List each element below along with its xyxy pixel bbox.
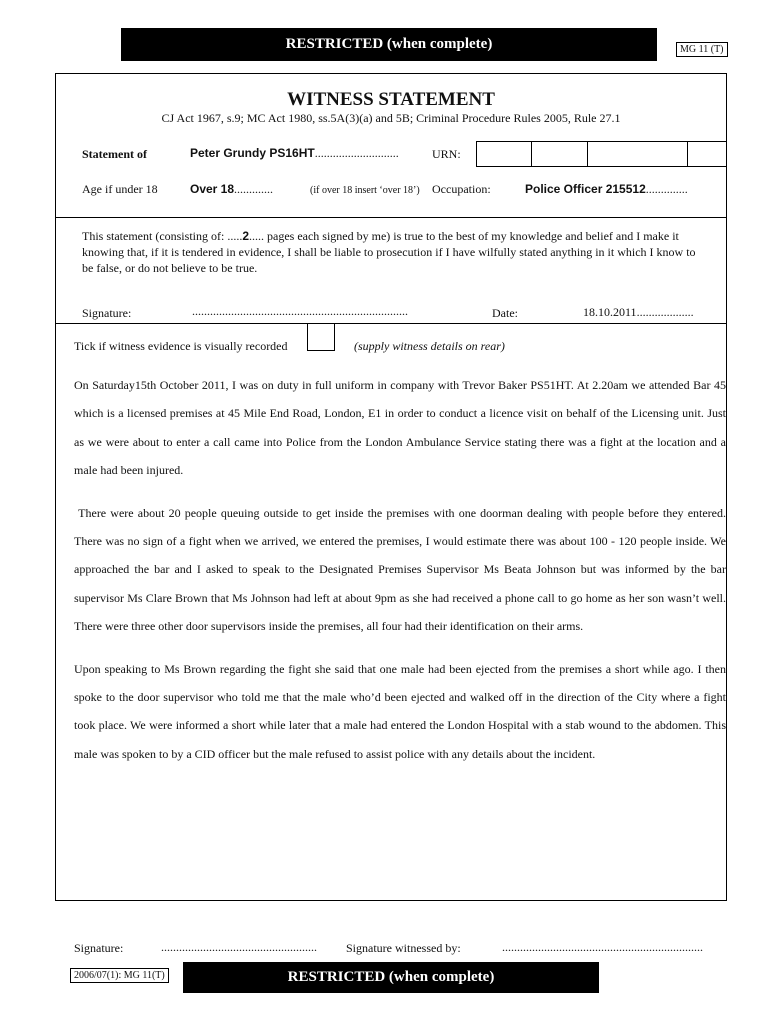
- form-code: MG 11 (T): [676, 42, 728, 57]
- witness-name: Peter Grundy PS16HT: [190, 146, 315, 160]
- signature-witnessed-label: Signature witnessed by:: [346, 941, 461, 955]
- declaration-suffix: ..... pages each signed by me) is true to the best of my knowledge and belief and I make it knowing that, if it is tendered in evidence, I shall be liable to prosecution if I have wilfully stated anything in it which I know to be false, or do not believe to be true.: [82, 229, 696, 275]
- restricted-banner-top: [121, 28, 657, 61]
- tick-label: Tick if witness evidence is visually recorded: [74, 339, 288, 353]
- urn-box-3[interactable]: [588, 141, 688, 167]
- declaration-prefix: This statement (consisting of: .....: [82, 229, 243, 243]
- statement-of-label: Statement of: [82, 147, 147, 161]
- urn-box-4[interactable]: [688, 141, 727, 167]
- signature-label: Signature:: [82, 306, 132, 320]
- statement-of-field[interactable]: [190, 146, 399, 161]
- age-dots: .............: [234, 182, 274, 196]
- date-field[interactable]: [583, 305, 694, 320]
- urn-label: URN:: [432, 147, 461, 161]
- occupation-value: Police Officer 215512: [525, 182, 646, 196]
- page-title: WITNESS STATEMENT: [287, 89, 495, 110]
- restricted-banner-bottom-text: RESTRICTED (when complete): [287, 969, 495, 985]
- date-label: Date:: [492, 306, 518, 320]
- footer-signature-field[interactable]: ....................................................: [161, 940, 317, 954]
- occupation-label: Occupation:: [432, 182, 491, 196]
- statement-paragraph-2: There were about 20 people queuing outside to get inside the premises with one doorman dealing with people before they entered. There was no sign of a fight when we arrived, we entered the premises, I would estimate there was about 100 - 120 people inside. We approached the bar and I asked to speak to the Designated Premises Supervisor Ms Beata Johnson but was informed by the bar supervisor Ms Clare Brown that Ms Johnson had left at about 9pm as she had received a phone call to go home as her son wasn’t well. There were three other door supervisors inside the premises, all four had their identification on their arms.: [74, 505, 729, 634]
- footer-signature-label: Signature:: [74, 941, 124, 955]
- restricted-banner-bottom: [183, 962, 599, 993]
- declaration-text: [82, 228, 706, 276]
- urn-box-1[interactable]: [476, 141, 532, 167]
- signature-field[interactable]: ........................................................................: [192, 304, 408, 318]
- visual-record-checkbox[interactable]: [307, 323, 335, 351]
- statement-paragraph-3: Upon speaking to Ms Brown regarding the fight she said that one male had been ejected from the premises a short while ago. I then spoke to the door supervisor who told me that the male who’d been ejected and walked off in the direction of the City where a fight took place. We were informed a short while later that a male had entered the London Hospital with a stab wound to the abdomen. This male was spoken to by a CID officer but the male refused to assist police with any details about the incident.: [74, 661, 726, 761]
- signature-witnessed-field[interactable]: ...................................................................: [502, 940, 703, 954]
- age-note: (if over 18 insert ‘over 18’): [310, 185, 420, 196]
- age-value: Over 18: [190, 182, 235, 196]
- form-version: 2006/07(1): MG 11(T): [70, 968, 169, 983]
- age-field[interactable]: [190, 182, 273, 197]
- restricted-banner-top-text: RESTRICTED (when complete): [285, 36, 493, 52]
- legal-subtitle: CJ Act 1967, s.9; MC Act 1980, ss.5A(3)(a) and 5B; Criminal Procedure Rules 2005, Rule 27.1: [161, 111, 621, 125]
- section-divider-2: [55, 323, 727, 324]
- statement-body: [74, 371, 729, 768]
- date-dots: ...................: [636, 305, 694, 319]
- section-divider-1: [55, 217, 727, 218]
- tick-note: (supply witness details on rear): [354, 339, 505, 353]
- pages-count[interactable]: 2: [242, 229, 249, 243]
- occupation-field[interactable]: [525, 182, 688, 197]
- statement-paragraph-1: On Saturday15th October 2011, I was on duty in full uniform in company with Trevor Baker PS51HT. At 2.20am we attended Bar 45 which is a licensed premises at 45 Mile End Road, London, E1 in order to conduct a licence visit on behalf of the Licensing unit. Just as we were about to enter a call came into Police from the London Ambulance Service stating there was a fight at the location and a male had been injured.: [74, 378, 726, 478]
- urn-box-2[interactable]: [532, 141, 588, 167]
- age-label: Age if under 18: [82, 182, 158, 196]
- urn-boxes: [476, 141, 727, 168]
- occupation-dots: ..............: [645, 182, 688, 196]
- witness-name-dots: ............................: [314, 146, 399, 160]
- date-value: 18.10.2011: [583, 305, 637, 319]
